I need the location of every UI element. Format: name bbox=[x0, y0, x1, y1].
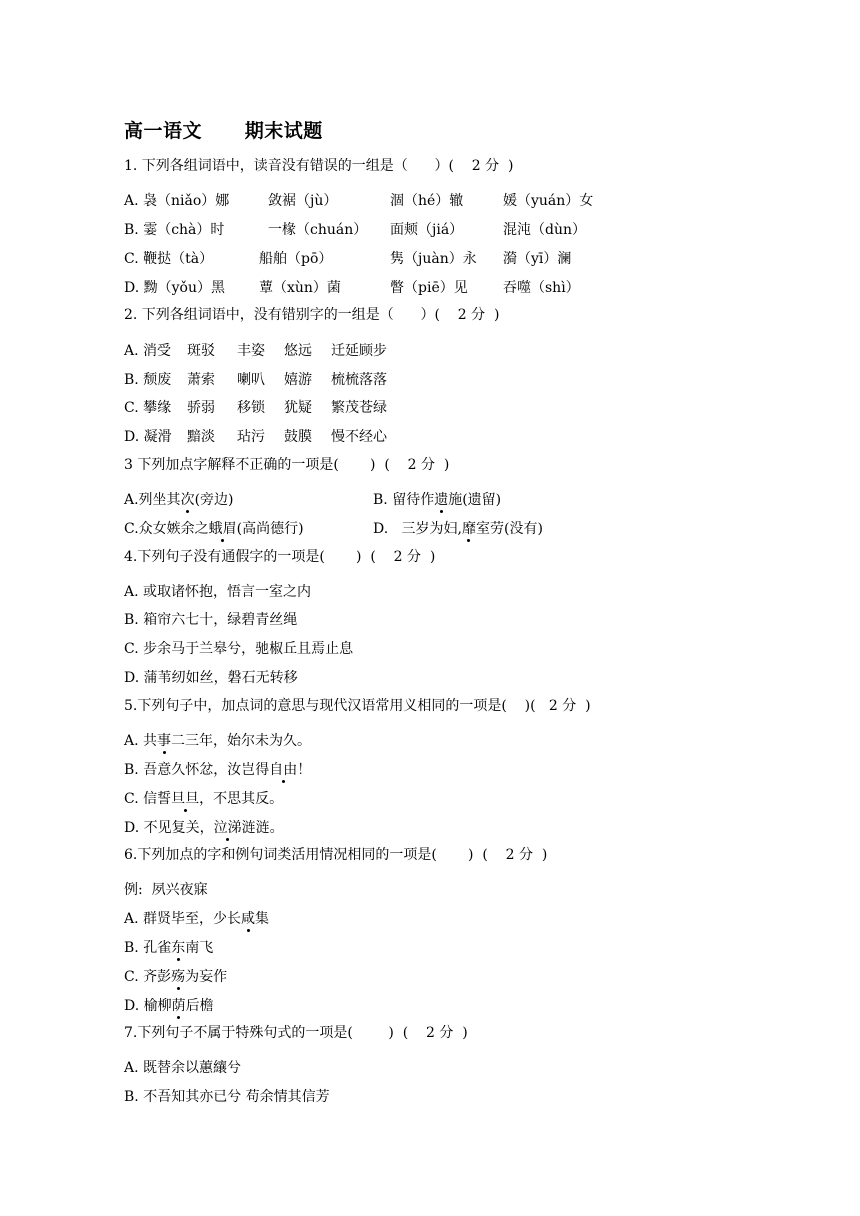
q6-a-text bbox=[124, 910, 269, 928]
q1-a-4: 媛（yuán）女 bbox=[503, 193, 594, 209]
q3-option-c bbox=[124, 520, 304, 538]
q3-b-pre: B. 留待作 bbox=[373, 492, 435, 508]
q1-c-2: 船舶（pō） bbox=[259, 251, 333, 267]
q1-d-3: 瞥（piē）见 bbox=[390, 280, 468, 296]
q6-d-pre: D. 榆柳 bbox=[124, 998, 172, 1014]
q6-a-dotted: 咸 bbox=[241, 911, 256, 927]
q2-d-4: 鼓膜 bbox=[284, 429, 312, 445]
q2-b-3: 喇叭 bbox=[237, 372, 265, 388]
q5-a-pre: A. 共 bbox=[124, 733, 158, 749]
q6-d-dotted: 荫 bbox=[171, 998, 186, 1014]
q2-option-d bbox=[124, 428, 387, 446]
q3-a-pre: A.列坐其 bbox=[124, 492, 181, 508]
q6-c-text bbox=[124, 968, 227, 986]
q2-c-1: C. 攀缘 bbox=[124, 400, 172, 416]
q1-option-b bbox=[124, 221, 586, 239]
q3-d-pre: D. 三岁为妇, bbox=[373, 521, 462, 537]
q2-option-c bbox=[124, 399, 387, 417]
q1-option-d bbox=[124, 279, 580, 297]
q1-b-3: 面颊（jiá） bbox=[390, 222, 464, 238]
q1-stem: 1. 下列各组词语中，读音没有错误的一组是（ ）( 2 分 ) bbox=[124, 158, 514, 174]
q1-a-1: A. 袅（niǎo）娜 bbox=[124, 193, 230, 209]
q1-a-3: 涸（hé）辙 bbox=[390, 193, 464, 209]
q1-c-3: 隽（juàn）永 bbox=[390, 251, 477, 267]
q4-option-d: D. 蒲苇纫如丝，磐石无转移 bbox=[124, 670, 298, 686]
q5-a-text bbox=[124, 732, 311, 750]
q1-c-4: 漪（yī）澜 bbox=[503, 251, 572, 267]
q3-option-a bbox=[124, 491, 234, 509]
q3-c-post: (高尚德行) bbox=[236, 521, 304, 537]
q6-stem: 6.下列加点的字和例句词类活用情况相同的一项是( ) ( 2 分 ) bbox=[124, 847, 548, 863]
q6-example: 例: 夙兴夜寐 bbox=[124, 882, 208, 898]
q2-d-2: 黯淡 bbox=[187, 429, 215, 445]
q2-c-4: 犹疑 bbox=[284, 400, 312, 416]
q5-b-pre: B. 吾意久怀忿，汝岂得 bbox=[124, 762, 270, 778]
q5-b-post: ！ bbox=[297, 762, 312, 778]
q1-option-c bbox=[124, 250, 572, 268]
q3-c-dotted: 蛾眉 bbox=[208, 521, 237, 537]
q1-d-2: 蕈（xùn）菌 bbox=[259, 280, 341, 296]
q6-c-pre: C. 齐彭 bbox=[124, 969, 172, 985]
q1-b-1: B. 霎（chà）时 bbox=[124, 222, 225, 238]
q5-d-pre: D. 不见复关， bbox=[124, 820, 214, 836]
q5-b-text bbox=[124, 761, 311, 779]
q3-stem: 3 下列加点字解释不正确的一项是( ) ( 2 分 ) bbox=[124, 457, 450, 473]
q4-option-b: B. 箱帘六七十，绿碧青丝绳 bbox=[124, 612, 298, 628]
q2-b-5: 梳梳落落 bbox=[331, 372, 387, 388]
q3-b-dotted: 遗 bbox=[434, 492, 449, 508]
q3-c-pre: C.众女嫉余之 bbox=[124, 521, 209, 537]
q6-d-post: 后檐 bbox=[185, 998, 214, 1014]
q6-c-dotted: 殇 bbox=[171, 969, 186, 985]
q5-c-dotted: 旦旦 bbox=[171, 791, 200, 807]
q3-b-post: 施(遗留) bbox=[448, 492, 502, 508]
q5-d-text bbox=[124, 819, 284, 837]
q2-option-b bbox=[124, 371, 387, 389]
q2-stem: 2. 下列各组词语中，没有错别字的一组是（ ）( 2 分 ) bbox=[124, 307, 500, 323]
q3-option-b bbox=[373, 491, 501, 509]
q2-d-3: 玷污 bbox=[237, 429, 265, 445]
q6-a-post: 集 bbox=[255, 911, 270, 927]
q6-b-text bbox=[124, 939, 213, 957]
q2-option-a bbox=[124, 342, 387, 360]
q1-a-2: 敛裾（jù） bbox=[268, 193, 338, 209]
q5-d-dotted: 泣涕 bbox=[213, 820, 242, 836]
q4-stem: 4.下列句子没有通假字的一项是( ) ( 2 分 ) bbox=[124, 549, 436, 565]
q7-option-b: B. 不吾知其亦已兮 苟余情其信芳 bbox=[124, 1089, 330, 1105]
q5-c-text bbox=[124, 790, 283, 808]
q2-a-2: 斑驳 bbox=[187, 343, 215, 359]
q2-b-2: 萧索 bbox=[187, 372, 215, 388]
q2-c-5: 繁茂苍绿 bbox=[331, 400, 387, 416]
q5-c-post: ，不思其反。 bbox=[199, 791, 284, 807]
page-title: 高一语文 期末试题 bbox=[124, 120, 323, 142]
q5-d-post: 涟涟。 bbox=[241, 820, 284, 836]
q7-option-a: A. 既替余以蕙纕兮 bbox=[124, 1060, 242, 1076]
q1-c-1: C. 鞭挞（tà） bbox=[124, 251, 214, 267]
q5-a-post: 二三年，始尔未为久。 bbox=[171, 733, 312, 749]
q6-d-text bbox=[124, 997, 214, 1015]
q3-options-ab bbox=[124, 491, 502, 509]
q1-b-4: 混沌（dùn） bbox=[503, 222, 586, 238]
q2-d-1: D. 凝滑 bbox=[124, 429, 172, 445]
q3-option-d bbox=[373, 520, 543, 538]
q3-a-dotted: 次 bbox=[180, 492, 195, 508]
q3-d-dotted: 靡 bbox=[461, 521, 476, 537]
q1-option-a bbox=[124, 192, 594, 210]
q3-d-post: 室劳(没有) bbox=[475, 521, 543, 537]
q1-b-2: 一椽（chuán） bbox=[268, 222, 368, 238]
q2-a-4: 悠远 bbox=[284, 343, 312, 359]
q4-option-a: A. 或取诸怀抱，悟言一室之内 bbox=[124, 584, 312, 600]
q6-a-pre: A. 群贤毕至，少长 bbox=[124, 911, 242, 927]
q3-options-cd bbox=[124, 520, 543, 538]
q2-d-5: 慢不经心 bbox=[331, 429, 387, 445]
q5-c-pre: C. 信誓 bbox=[124, 791, 172, 807]
q2-a-1: A. 消受 bbox=[124, 343, 172, 359]
q6-c-post: 为妄作 bbox=[185, 969, 228, 985]
q2-c-3: 移锁 bbox=[237, 400, 265, 416]
q4-option-c: C. 步余马于兰皋兮，驰椒丘且焉止息 bbox=[124, 641, 354, 657]
q5-b-dotted: 自由 bbox=[269, 762, 298, 778]
q1-d-4: 吞噬（shì） bbox=[503, 280, 580, 296]
q1-d-1: D. 黝（yǒu）黑 bbox=[124, 280, 225, 296]
q3-a-post: (旁边) bbox=[194, 492, 234, 508]
q2-c-2: 骄弱 bbox=[187, 400, 215, 416]
q5-a-dotted: 事 bbox=[157, 733, 172, 749]
q2-a-5: 迁延顾步 bbox=[331, 343, 387, 359]
q2-b-4: 嬉游 bbox=[284, 372, 312, 388]
q6-b-dotted: 东 bbox=[171, 940, 186, 956]
q2-a-3: 丰姿 bbox=[237, 343, 265, 359]
q7-stem: 7.下列句子不属于特殊句式的一项是( ) ( 2 分 ) bbox=[124, 1025, 468, 1041]
q6-b-post: 南飞 bbox=[185, 940, 214, 956]
q6-b-pre: B. 孔雀 bbox=[124, 940, 172, 956]
q2-b-1: B. 颓废 bbox=[124, 372, 172, 388]
q5-stem: 5.下列句子中，加点词的意思与现代汉语常用义相同的一项是( )( 2 分 ) bbox=[124, 698, 591, 714]
